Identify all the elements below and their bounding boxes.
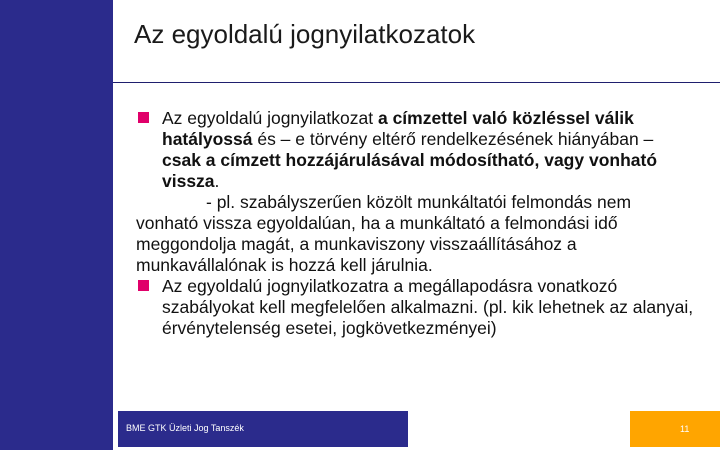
bullet-square-icon (138, 112, 149, 123)
bullet2-text: Az egyoldalú jognyilatkozatra a megállapodásra vonatkozó szabályokat kell megfelelően alkalmazni. (pl. kik lehetnek az alanyai, érvénytelenség esetei, jogkövetkezményei) (162, 276, 694, 338)
left-decorative-band (0, 0, 113, 450)
example-paragraph: - pl. szabályszerűen közölt munkáltatói felmondás nem vonható vissza egyoldalúan, ha a munkáltató a felmondási idő meggondolja magát, a munkaviszony visszaállításához a munkavállalónak is hozzá kell járulnia. (136, 192, 632, 275)
bullet1-text-2: és – e törvény eltérő rendelkezésének hiányában – (252, 129, 654, 149)
bullet-square-icon (138, 280, 149, 291)
title-divider (113, 82, 720, 83)
bullet-item-1 (136, 108, 696, 192)
page-number: 11 (680, 424, 690, 434)
bullet-item-2 (136, 276, 696, 339)
bullet1-text-3: . (214, 171, 220, 191)
footer-text: BME GTK Üzleti Jog Tanszék (126, 423, 244, 433)
slide-title: Az egyoldalú jognyilatkozatok (134, 19, 476, 49)
bullet1-bold-1: a címzettel való közléssel válik hatályossá (162, 108, 634, 149)
slide-content (136, 108, 696, 339)
bullet1-bold-2: csak a címzett hozzájárulásával módosítható, vagy vonható vissza (162, 150, 658, 191)
bullet1-text-1: Az egyoldalú jognyilatkozat (162, 108, 378, 128)
page-number-box (630, 411, 720, 447)
